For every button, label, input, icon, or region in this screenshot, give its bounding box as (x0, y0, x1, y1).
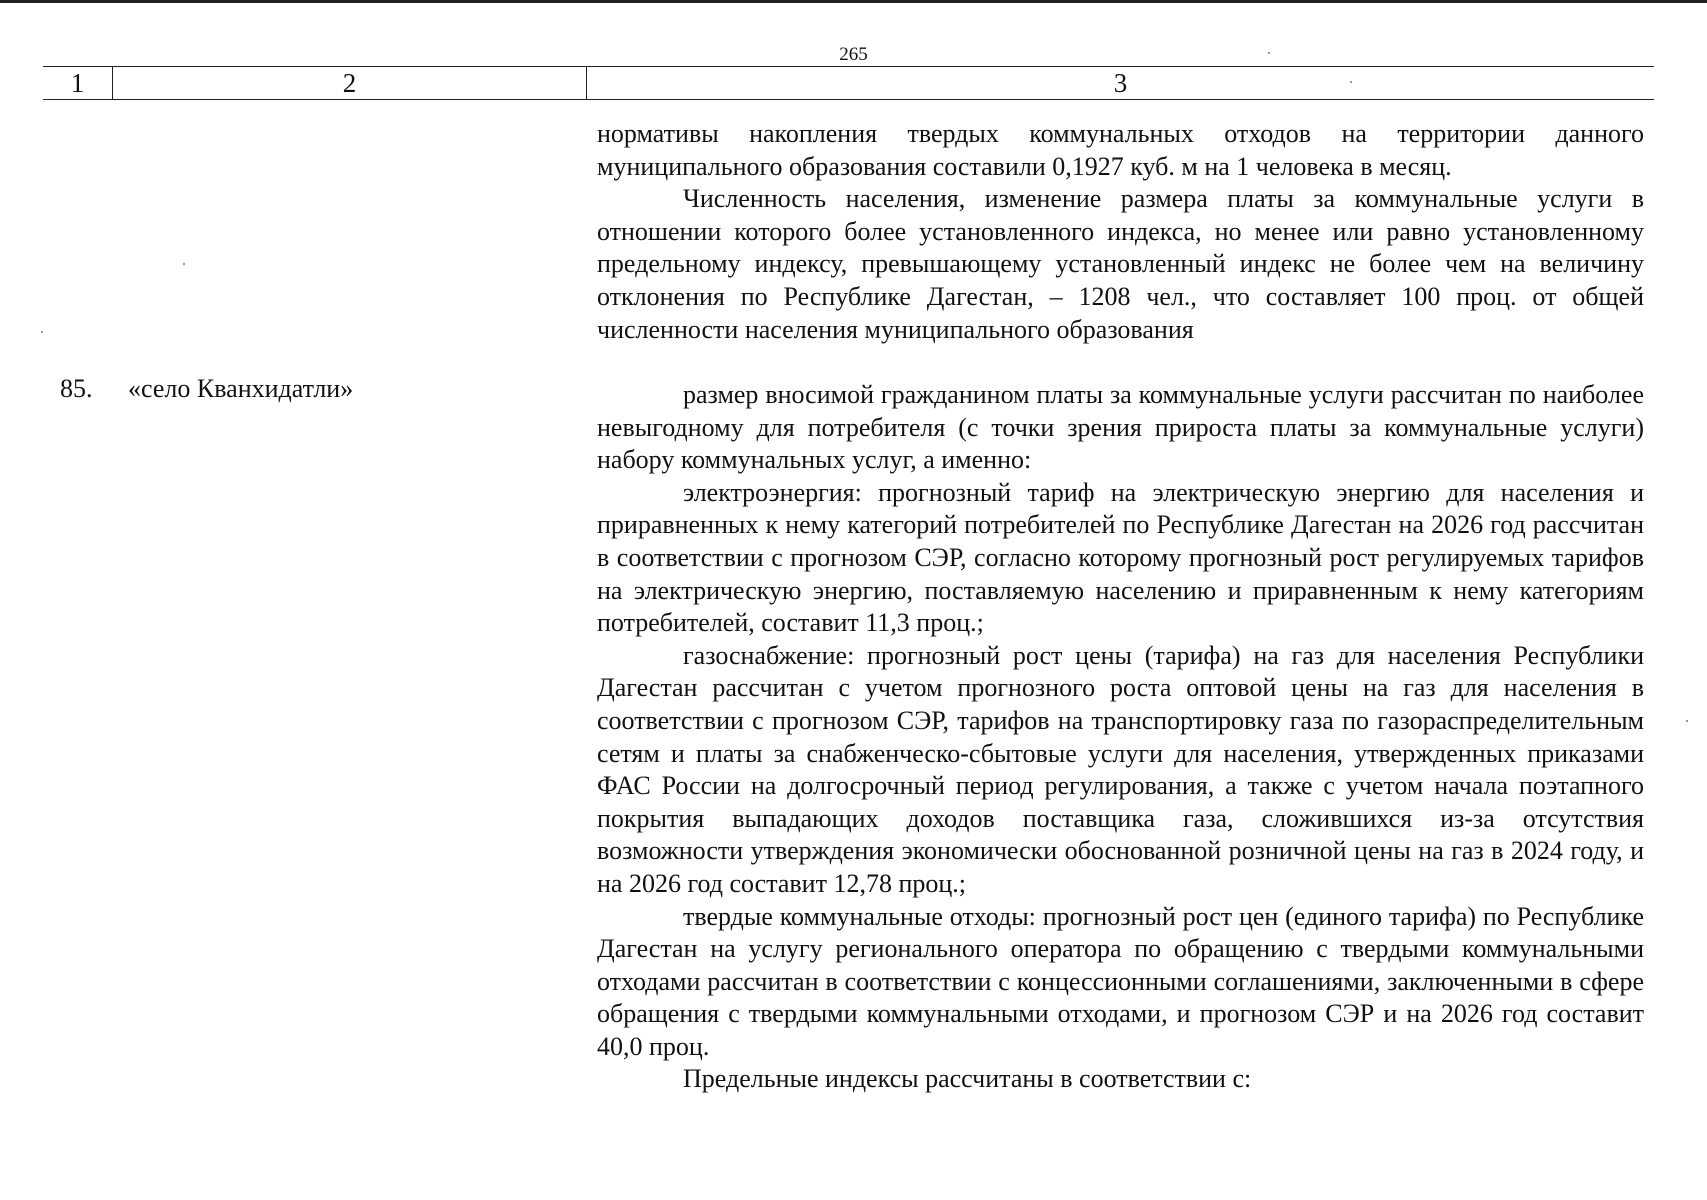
scan-speck (1350, 81, 1352, 83)
row-paragraph: твердые коммунальные отходы: прогнозный рост цен (единого тарифа) по Республике Дагестан на услугу регионального оператора по обращению с твердыми коммунальными отходами рассчитан в соответствии с концессионными соглашениями, заключенными в сфере обращения с твердыми коммунальными отходами, и прогнозом СЭР и на 2026 год составит 40,0 проц. (597, 901, 1644, 1061)
scan-speck (41, 331, 43, 333)
row-paragraph: размер вносимой гражданином платы за коммунальные услуги рассчитан по наиболее невыгодному для потребителя (с точки зрения прироста платы за коммунальные услуги) набору коммунальных услуг, а именно: (597, 380, 1644, 475)
page-top-edge (0, 0, 1707, 3)
scan-speck (183, 263, 185, 265)
row-municipality-name: «село Кванхидатли» (128, 374, 354, 403)
header-col-3: 3 (1113, 68, 1128, 98)
scan-speck (1268, 52, 1270, 54)
continuation-paragraph: нормативы накопления твердых коммунальных отходов на территории данного муниципального образования составили 0,1927 куб. м на 1 человека в месяц. (597, 119, 1644, 181)
table-header-row (43, 66, 1654, 100)
header-col-2: 2 (113, 67, 587, 99)
scan-speck (1686, 720, 1688, 722)
continuation-text (597, 118, 1644, 346)
row-paragraph: газоснабжение: прогнозный рост цены (тарифа) на газ для населения Республики Дагестан рассчитан с учетом прогнозного роста оптовой цены на газ для населения в соответствии с прогнозом СЭР, тарифов на транспортировку газа по газораспределительным сетям и платы за снабженческо-сбытовые услуги для населения, утвержденных приказами ФАС России на долгосрочный период регулирования, а также с учетом начала поэтапного покрытия выпадающих доходов поставщика газа, сложившихся из-за отсутствия возможности утверждения экономически обоснованной розничной цены на газ в 2024 году, и на 2026 год составит 12,78 проц.; (597, 640, 1644, 898)
row-paragraph: Предельные индексы рассчитаны в соответствии с: (683, 1064, 1252, 1094)
header-col-1: 1 (43, 67, 113, 99)
row-paragraph: электроэнергия: прогнозный тариф на электрическую энергию для населения и приравненных к нему категорий потребителей по Республике Дагестан на 2026 год рассчитан в соответствии с прогнозом СЭР, согласно которому прогнозный рост регулируемых тарифов на электрическую энергию, поставляемую населению и приравненным к нему категориям потребителей, составит 11,3 проц.; (597, 477, 1644, 638)
continuation-paragraph: Численность населения, изменение размера платы за коммунальные услуги в отношении которого более установленного индекса, но менее или равно установленному предельному индексу, превышающему установленный индекс не более чем на величину отклонения по Республике Дагестан, – 1208 чел., что составляет 100 проц. от общей численности населения муниципального образования (597, 184, 1644, 344)
row-description (597, 379, 1644, 1096)
page-number: 265 (839, 44, 868, 65)
row-number: 85. (60, 374, 93, 403)
